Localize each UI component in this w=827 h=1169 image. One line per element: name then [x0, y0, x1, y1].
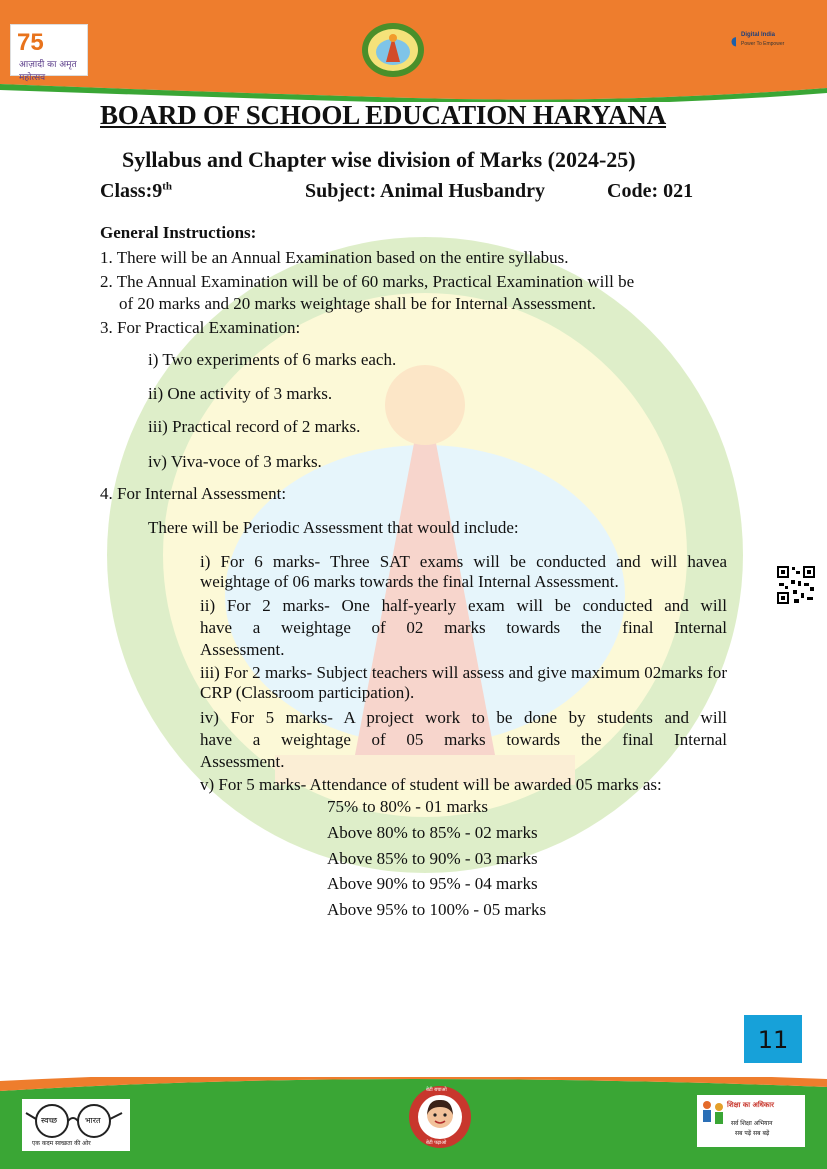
- periodic-assessment-intro: There will be Periodic Assessment that would include:: [148, 518, 519, 537]
- code-label: Code: 021: [607, 180, 694, 202]
- children-reading-icon: [699, 1099, 727, 1129]
- instruction-3: 3. For Practical Examination:: [100, 318, 301, 337]
- attendance-band: Above 80% to 85% - 02 marks: [327, 823, 538, 842]
- ia-item-4-line-1: iv) For 5 marks- A project work to be done by students and will: [200, 708, 727, 727]
- ia-item-4-line-3: Assessment.: [200, 752, 285, 771]
- beti-bachao-logo: [408, 1085, 472, 1149]
- board-emblem-icon: [360, 22, 426, 78]
- ia-item-1: i) For 6 marks- Three SAT exams will be conducted and will havea weightage of 06 marks towards the final Internal Assessment.: [200, 552, 727, 591]
- beti-padhao-text: बेटी पढ़ाओ: [426, 1140, 447, 1146]
- ia-item-2-line-3: Assessment.: [200, 640, 285, 659]
- swachh-caption: एक कदम स्वच्छता की ओर: [32, 1140, 91, 1147]
- qr-code-icon: [776, 565, 816, 605]
- instruction-1: 1. There will be an Annual Examination based on the entire syllabus.: [100, 248, 569, 267]
- practical-item: iii) Practical record of 2 marks.: [148, 417, 361, 436]
- syllabus-subtitle: Syllabus and Chapter wise division of Marks (2024-25): [122, 147, 636, 172]
- digital-india-tagline: Power To Empower: [741, 41, 785, 47]
- rte-title: शिक्षा का अधिकार: [727, 1101, 774, 1109]
- attendance-band: 75% to 80% - 01 marks: [327, 797, 489, 816]
- general-instructions-heading: General Instructions:: [100, 223, 257, 242]
- ia-item-4-line-2: have a weightage of 05 marks towards the final Internal: [200, 730, 727, 749]
- swachh-bharat-logo: [22, 1099, 130, 1151]
- practical-item: i) Two experiments of 6 marks each.: [148, 350, 397, 369]
- ia-item-5: v) For 5 marks- Attendance of student will be awarded 05 marks as:: [200, 775, 662, 794]
- practical-item: ii) One activity of 3 marks.: [148, 384, 333, 403]
- logo-number: 75: [17, 29, 44, 56]
- ia-item-3: iii) For 2 marks- Subject teachers will assess and give maximum 02marks for CRP (Classroom participation).: [200, 663, 727, 702]
- page-header: [0, 0, 827, 102]
- instruction-4: 4. For Internal Assessment:: [100, 484, 287, 503]
- attendance-band: Above 95% to 100% - 05 marks: [327, 900, 547, 919]
- beti-bachao-text: बेटी बचाओ: [426, 1087, 447, 1093]
- page-number: 11: [744, 1015, 802, 1063]
- rte-subtitle: सर्व शिक्षा अभियान: [731, 1120, 773, 1127]
- subject-label: Subject: Animal Husbandry: [305, 180, 546, 202]
- attendance-band: Above 90% to 95% - 04 marks: [327, 874, 538, 893]
- right-to-education-logo: [697, 1095, 805, 1147]
- bharat-text: भारत: [85, 1116, 101, 1125]
- attendance-band: Above 85% to 90% - 03 marks: [327, 849, 538, 868]
- class-label: [100, 180, 172, 203]
- class-value: Class:9: [100, 180, 163, 202]
- practical-item: iv) Viva-voce of 3 marks.: [148, 452, 322, 471]
- logo-caption: आज़ादी का अमृत महोत्सव: [19, 60, 77, 83]
- instruction-2-line-1: 2. The Annual Examination will be of 60 marks, Practical Examination will be: [100, 272, 635, 291]
- instruction-2-line-2: of 20 marks and 20 marks weightage shall be for Internal Assessment.: [119, 294, 596, 313]
- rte-tagline: सब पढ़ें सब बढ़ें: [735, 1130, 770, 1137]
- azadi-ka-amrit-mahotsav-logo: [10, 24, 88, 83]
- board-title: BOARD OF SCHOOL EDUCATION HARYANA: [100, 100, 667, 130]
- ia-item-2-line-1: ii) For 2 marks- One half-yearly exam will be conducted and will: [200, 596, 727, 615]
- page-footer: [0, 1077, 827, 1169]
- swachh-text: स्वच्छ: [41, 1116, 58, 1125]
- digital-india-mark-icon: ◖: [727, 28, 741, 53]
- class-suffix: th: [162, 180, 173, 193]
- digital-india-logo: [727, 26, 793, 62]
- ia-item-2-line-2: have a weightage of 02 marks towards the final Internal: [200, 618, 727, 637]
- digital-india-title: Digital India: [741, 32, 776, 38]
